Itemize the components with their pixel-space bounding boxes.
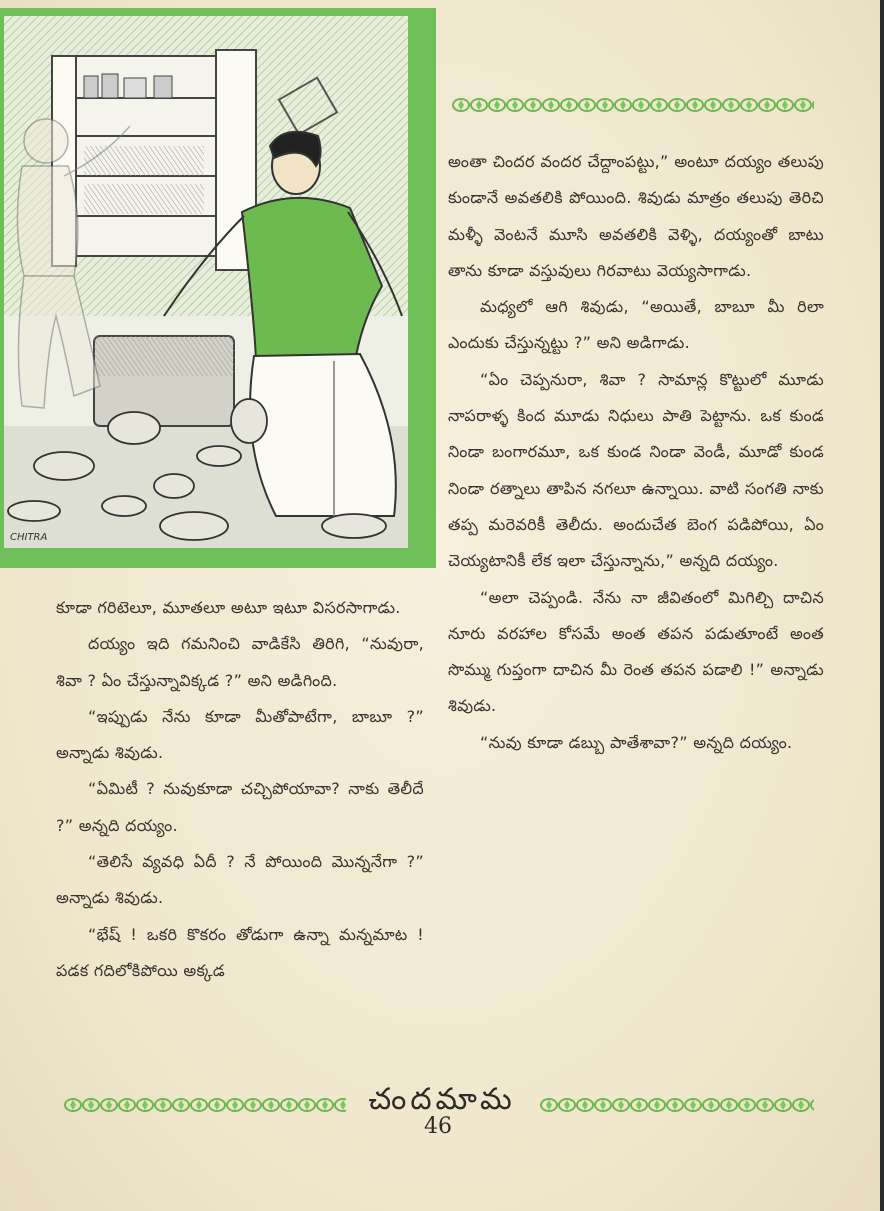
paragraph: “తెలిసే వ్యవధి ఏదీ ? నే పోయింది మొన్ననేగా ?” అన్నాడు శివుడు. [56, 852, 424, 908]
top-decorative-border [452, 96, 814, 114]
paragraph: కూడా గరిటెలూ, మూతలూ అటూ ఇటూ విసరసాగాడు. [56, 598, 401, 617]
paragraph: “భేష్ ! ఒకరి కొకరం తోడుగా ఉన్నా మన్నమాట ! పడక గదిలోకిపోయి అక్కడ [56, 924, 424, 980]
left-column-text [56, 590, 424, 989]
paragraph: మధ్యలో ఆగి శివుడు, “అయితే, బాబూ మీ రిలా ఎందుకు చేస్తున్నట్టు ?” అని అడిగాడు. [448, 297, 824, 353]
footer-left-border [64, 1096, 346, 1114]
paragraph: “నువు కూడా డబ్బు పాతేశావా?” అన్నది దయ్యం. [480, 732, 793, 752]
page-edge [880, 0, 884, 1211]
story-illustration [0, 8, 436, 568]
illustration-art [4, 16, 408, 548]
paragraph: “ఏం చెప్పనురా, శివా ? సామాన్ల కొట్టులో మూడు నాపరాళ్ళ కింద మూడు నిధులు పాతి పెట్టాను. ఒక కుండ నిండా బంగారమూ, ఒక కుండ నిండా వెండీ, మూడో కుండ నిండా రత్నాలు తాపిన నగలూ ఉన్నాయి. వాటి సంగతి నాకు తప్ప మరెవరికీ తెలీదు. అందుచేత బెంగ పడిపోయి, ఏం చెయ్యటానికీ లేక ఇలా చేస్తున్నాను,” అన్నది దయ్యం. [448, 369, 824, 571]
paragraph: అంతా చిందర వందర చేద్దాంపట్టు,” అంటూ దయ్యం తలుపు కుండానే అవతలికి పోయింది. శివుడు మాత్రం తలుపు తెరిచి మళ్ళీ వెంటనే మూసి అవతలికి వెళ్ళి, దయ్యంతో బాటు తాను కూడా వస్తువులు గిరవాటు వెయ్యసాగాడు. [448, 152, 824, 280]
artist-signature: CHITRA [10, 532, 48, 543]
paragraph: “అలా చెప్పండి. నేను నా జీవితంలో మిగిల్చి దాచిన నూరు వరహాల కోసమే అంత తపన పడుతూంటే అంత సొమ్ము గుప్తంగా దాచిన మీ రెంత తపన పడాలి !” అన్నాడు శివుడు. [448, 587, 824, 716]
paragraph: “ఏమిటీ ? నువుకూడా చచ్చిపోయావా? నాకు తెలీదే ?” అన్నది దయ్యం. [56, 779, 424, 835]
magazine-title: చందమామ [368, 1082, 516, 1117]
page-number: 46 [424, 1114, 452, 1139]
paragraph: “ఇప్పుడు నేను కూడా మీతోపాటేగా, బాబూ ?” అన్నాడు శివుడు. [56, 706, 424, 763]
right-column-text [448, 144, 824, 761]
footer-right-border [540, 1096, 814, 1114]
paragraph: దయ్యం ఇది గమనించి వాడికేసి తిరిగి, “నువురా, శివా ? ఏం చేస్తున్నావిక్కడ ?” అని అడిగింది. [56, 634, 424, 690]
